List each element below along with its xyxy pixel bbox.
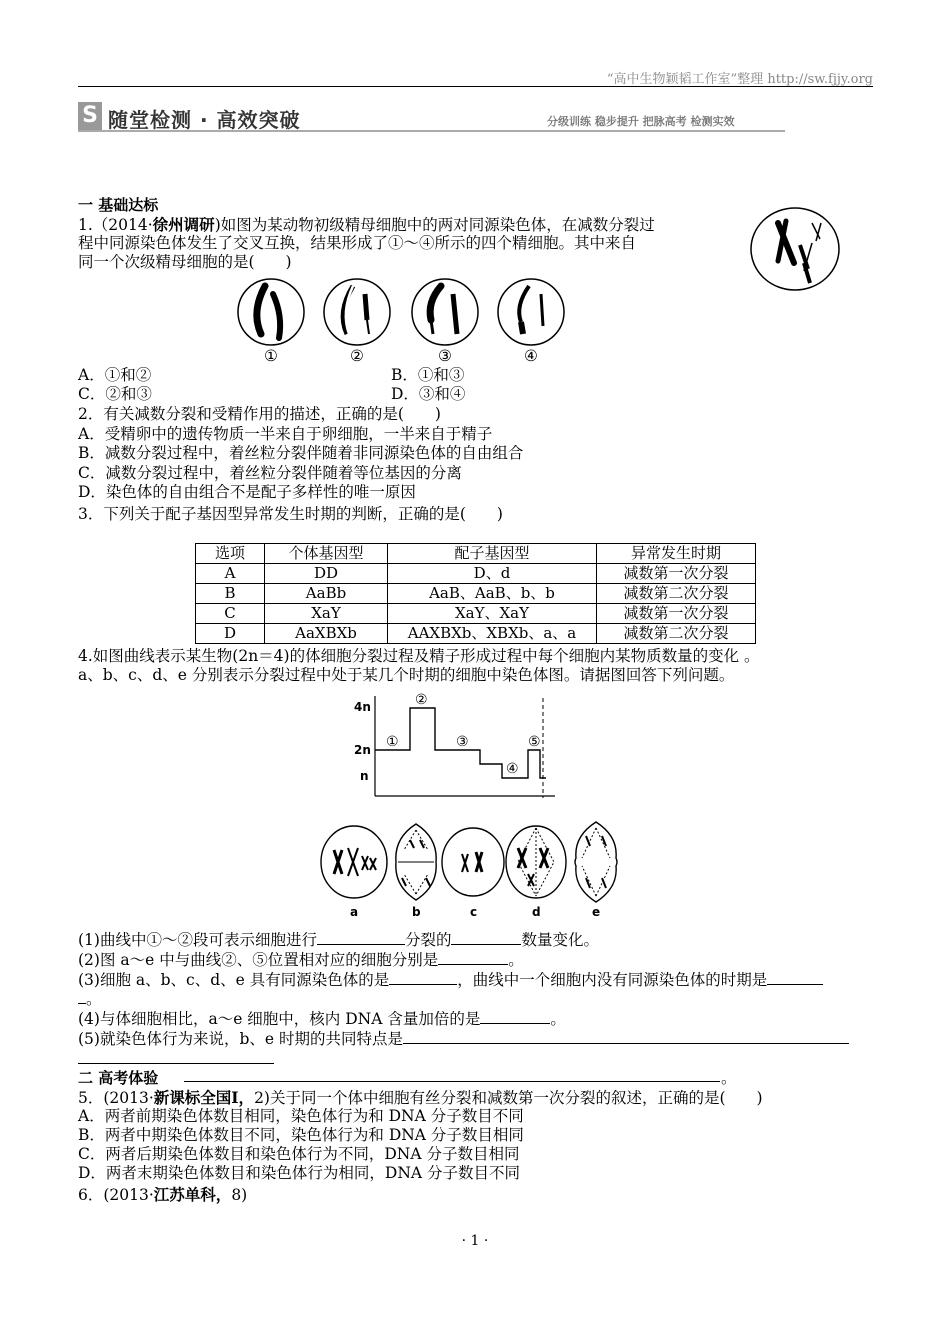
- answer-blank[interactable]: [403, 1029, 849, 1044]
- answer-blank[interactable]: [78, 1049, 274, 1064]
- table-cell: A: [196, 564, 265, 584]
- table-cell: DD: [265, 564, 388, 584]
- table-cell: AaXBXb: [265, 624, 388, 644]
- q6-stem: 6．(2013·江苏单科，8): [78, 1185, 248, 1204]
- fig1-label: ①: [264, 347, 278, 365]
- header-note: “高中生物颖韬工作室”整理 http://sw.fjjy.org: [606, 72, 873, 87]
- table-cell: XaY: [265, 604, 388, 624]
- band-tags: 分级训练 稳步提升 把脉高考 检测实效: [547, 115, 735, 128]
- table-header: 个体基因型: [265, 544, 388, 564]
- q1-option-a: A．①和②: [78, 366, 152, 384]
- table-cell: D、d: [388, 564, 597, 584]
- y-label-4n: 4n: [354, 700, 371, 714]
- band-rule: [78, 130, 785, 132]
- section1-title: 一 基础达标: [78, 196, 159, 214]
- table-cell: D: [196, 624, 265, 644]
- answer-blank[interactable]: [184, 1067, 720, 1082]
- table-row: [196, 564, 756, 584]
- q3-table: [195, 543, 756, 644]
- cell-label-d: d: [532, 905, 541, 918]
- q4-sub2: (2)图 a～e 中与曲线②、⑤位置相对应的细胞分别是 。: [78, 951, 524, 969]
- q1-line3: 同一个次级精母细胞的是( ): [78, 253, 292, 271]
- q1-option-d: D．③和④: [391, 385, 466, 403]
- cell-label-a: a: [350, 905, 359, 918]
- q5-option-d: D．两者末期染色体数目和染色体行为相同，DNA 分子数目不同: [78, 1164, 521, 1182]
- table-cell: AaB、AaB、b、b: [388, 584, 597, 604]
- cell-label-e: e: [592, 905, 601, 918]
- table-cell: 减数第一次分裂: [597, 604, 756, 624]
- q4-sub5-end: 。: [721, 1069, 737, 1087]
- section2-title: 二 高考体验: [78, 1069, 159, 1087]
- band-title: 随堂检测 · 高效突破: [108, 108, 301, 132]
- q1-line1: 1.（2014·徐州调研)如图为某动物初级精母细胞中的两对同源染色体，在减数分裂过: [78, 215, 655, 234]
- fig2-label: ②: [350, 347, 364, 365]
- q2-stem: 2．有关减数分裂和受精作用的描述，正确的是( ): [78, 405, 441, 423]
- q4-line1: 4.如图曲线表示某生物(2n＝4)的体细胞分裂过程及精子形成过程中每个细胞内某物质数量的变化 。: [78, 647, 760, 665]
- graph-mark-5: ⑤: [528, 734, 541, 750]
- q4-sub3: (3)细胞 a、b、c、d、e 具有同源染色体的是 ，曲线中一个细胞内没有同源染色体的时期是: [78, 970, 823, 990]
- fig3-label: ③: [438, 347, 452, 365]
- q1-option-b: B．①和③: [391, 366, 465, 384]
- table-cell: C: [196, 604, 265, 624]
- cell-label-b: b: [412, 905, 421, 918]
- table-row: [196, 604, 756, 624]
- header-rule: [78, 86, 873, 87]
- answer-blank[interactable]: [389, 970, 457, 985]
- table-header-row: [196, 544, 756, 564]
- answer-blank[interactable]: [767, 970, 823, 985]
- answer-blank[interactable]: [451, 930, 521, 945]
- graph-mark-1: ①: [386, 734, 399, 750]
- q3-stem: 3．下列关于配子基因型异常发生时期的判断，正确的是( ): [78, 505, 503, 523]
- cell-label-c: c: [470, 905, 478, 918]
- graph-mark-4: ④: [506, 761, 519, 777]
- q2-option-d: D．染色体的自由组合不是配子多样性的唯一原因: [78, 483, 416, 501]
- table-header: 异常发生时期: [597, 544, 756, 564]
- q5-option-b: B．两者中期染色体数目不同，染色体行为和 DNA 分子数目相同: [78, 1126, 524, 1144]
- answer-blank[interactable]: [438, 950, 508, 965]
- q2-option-b: B．减数分裂过程中，着丝粒分裂伴随着非同源染色体的自由组合: [78, 444, 524, 462]
- answer-blank[interactable]: [78, 989, 86, 1004]
- page-number: · 1 ·: [461, 1233, 489, 1249]
- q4-sub3-cont: 。: [78, 989, 102, 1009]
- answer-blank[interactable]: [317, 930, 405, 945]
- table-header: 配子基因型: [388, 544, 597, 564]
- q4-sub5: (5)就染色体行为来说，b、e 时期的共同特点是: [78, 1029, 849, 1049]
- table-cell: 减数第二次分裂: [597, 584, 756, 604]
- cell-division-diagrams: [318, 818, 628, 918]
- q1-line2: 程中同源染色体发生了交叉互换，结果形成了①～④所示的四个精细胞。其中来自: [78, 234, 637, 252]
- table-row: [196, 584, 756, 604]
- table-cell: XaY、XaY: [388, 604, 597, 624]
- y-label-n: n: [360, 769, 369, 783]
- table-cell: AAXBXb、XBXb、a、a: [388, 624, 597, 644]
- table-row: [196, 624, 756, 644]
- table-cell: 减数第一次分裂: [597, 564, 756, 584]
- q5-stem: 5．(2013·新课标全国Ⅰ，2)关于同一个体中细胞有丝分裂和减数第一次分裂的叙述，正确的是( ): [78, 1088, 763, 1107]
- graph-mark-3: ③: [456, 734, 469, 750]
- graph-mark-2: ②: [415, 692, 428, 708]
- q4-sub4: (4)与体细胞相比，a～e 细胞中，核内 DNA 含量加倍的是 。: [78, 1010, 566, 1028]
- answer-blank[interactable]: [480, 1009, 550, 1024]
- q5-option-c: C．两者后期染色体数目和染色体行为不同，DNA 分子数目相同: [78, 1145, 520, 1163]
- q4-line2: a、b、c、d、e 分别表示分裂过程中处于某几个时期的细胞中染色体图。请据图回答下列问题。: [78, 666, 735, 684]
- q2-option-a: A．受精卵中的遗传物质一半来自于卵细胞，一半来自于精子: [78, 425, 493, 443]
- table-cell: 减数第二次分裂: [597, 624, 756, 644]
- table-cell: B: [196, 584, 265, 604]
- dna-content-step-graph: [350, 688, 560, 806]
- q4-sub1: (1)曲线中①～②段可表示细胞进行 分裂的 数量变化。: [78, 931, 599, 949]
- table-header: 选项: [196, 544, 265, 564]
- section-s-logo: S: [78, 102, 102, 130]
- fig4-label: ④: [524, 347, 538, 365]
- q1-option-c: C．②和③: [78, 385, 152, 403]
- table-cell: AaBb: [265, 584, 388, 604]
- y-label-2n: 2n: [354, 743, 371, 757]
- q2-option-c: C．减数分裂过程中，着丝粒分裂伴随着等位基因的分离: [78, 464, 462, 482]
- q5-option-a: A．两者前期染色体数目相同，染色体行为和 DNA 分子数目不同: [78, 1107, 524, 1125]
- primary-spermatocyte-figure: [748, 205, 843, 293]
